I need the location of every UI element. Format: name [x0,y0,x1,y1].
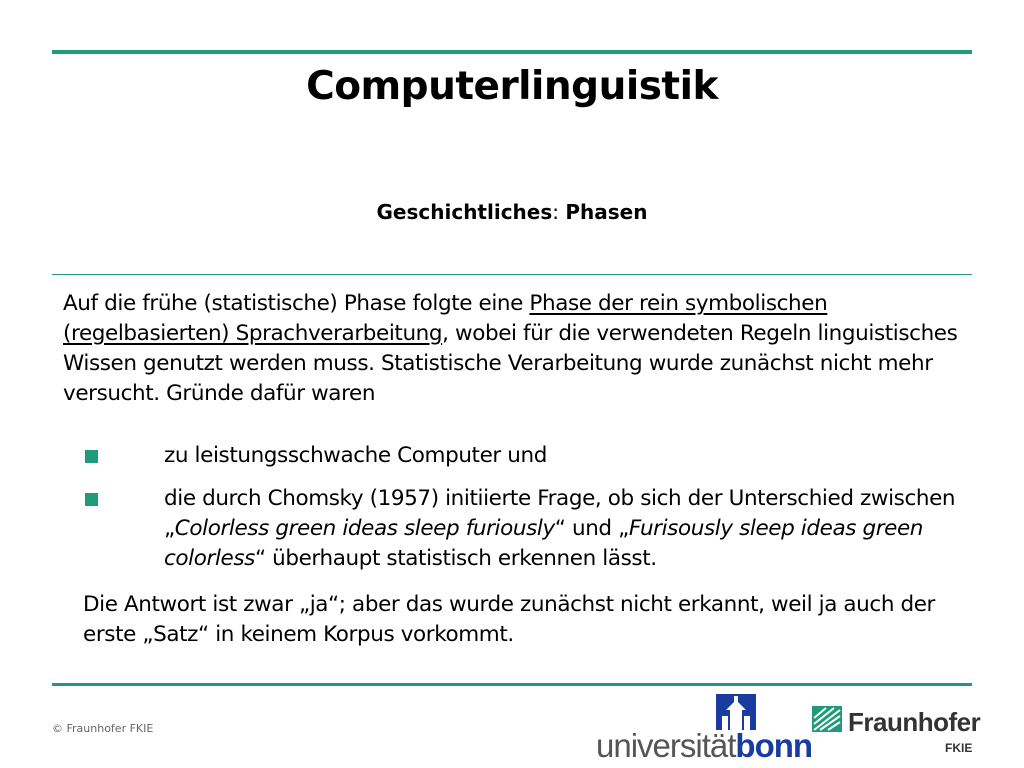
bullet-text: zu leistungsschwache Computer und [164,443,547,468]
bullet-text-part: die durch Chomsky (1957) initiierte Frage, ob sich der Unterschied zwischen „ [164,486,956,541]
uni-word-part: universität [596,727,736,764]
uni-word-bonn: bonn [735,727,813,764]
intro-paragraph [63,289,963,409]
bullet-text-part: “ überhaupt statistisch erkennen lässt. [254,546,657,571]
university-bonn-wordmark [596,727,812,765]
fraunhofer-logo-icon [812,706,842,732]
intro-underlined-phrase: Phase der rein symbolischen (regelbasierten) Sprachverarbeitung [63,291,828,346]
subtitle-separator: : [552,200,566,224]
intro-text-start: Auf die frühe (statistische) Phase folgte eine [63,291,530,316]
fraunhofer-wordmark: Fraunhofer [848,707,981,737]
university-bonn-logo-icon [596,694,756,730]
bullet-square-icon [85,493,98,506]
slide-subtitle [0,200,1024,224]
content-divider [52,274,972,275]
bullet-square-icon [85,450,98,463]
top-divider [52,50,972,54]
bullet-text [164,484,964,574]
bullet-text-part: “ und „ [554,516,629,541]
bottom-divider [52,683,972,686]
subtitle-topic: Geschichtliches [376,200,553,224]
example-sentence-1: Colorless green ideas sleep furiously [174,516,555,541]
copyright-notice: © Fraunhofer FKIE [52,722,154,735]
example-sentence-2: Furisously sleep ideas green colorless [164,516,924,571]
fkie-label: FKIE [945,741,973,755]
intro-text-end: , wobei für die verwendeten Regeln linguistisches Wissen genutzt werden muss. Statistische Verarbeitung wurde zunächst nicht mehr versucht. Gründe dafür waren [63,321,958,406]
subtitle-phase: Phasen [565,200,648,224]
answer-paragraph: Die Antwort ist zwar „ja“; aber das wurde zunächst nicht erkannt, weil ja auch der erste „Satz“ in keinem Korpus vorkommt. [83,592,935,647]
slide-title: Computerlinguistik [306,64,718,109]
